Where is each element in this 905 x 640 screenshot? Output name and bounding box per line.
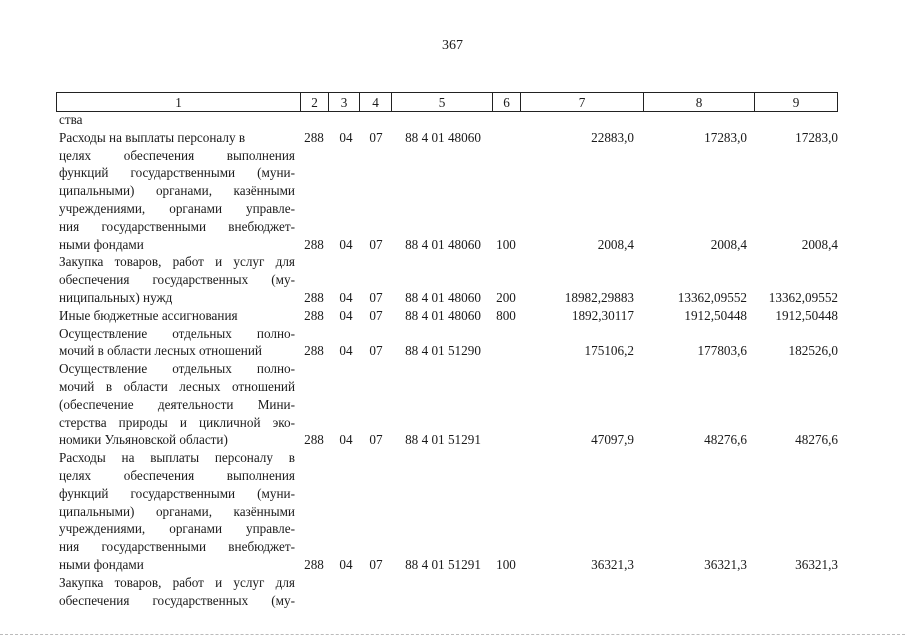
amount-year-2: 2008,4	[710, 236, 747, 252]
row-name-line: ния государственными внебюджет-	[59, 539, 295, 555]
table-row	[0, 449, 905, 574]
amount-year-2: 13362,09552	[677, 289, 747, 305]
subsection-code: 07	[369, 307, 383, 323]
expense-type-code: 200	[496, 289, 516, 305]
amount-year-3: 36321,3	[795, 556, 838, 572]
table-row	[0, 574, 905, 610]
row-name-line: номики Ульяновской области)	[59, 432, 228, 448]
header-col-6: 6	[493, 93, 521, 111]
expense-type-code: 100	[496, 556, 516, 572]
row-name-line: стерства природы и цикличной эко-	[59, 414, 295, 430]
row-name-line: (обеспечение деятельности Мини-	[59, 396, 295, 412]
amount-year-1: 47097,9	[591, 432, 634, 448]
expense-type-code: 800	[496, 307, 516, 323]
row-name-line: Закупка товаров, работ и услуг для	[59, 254, 295, 270]
section-code: 04	[339, 307, 353, 323]
row-name-line: Осуществление отдельных полно-	[59, 361, 295, 377]
header-col-9: 9	[792, 95, 800, 110]
amount-year-3: 182526,0	[788, 343, 838, 359]
header-col-3: 3	[329, 93, 360, 111]
section-code: 04	[339, 432, 353, 448]
header-col-7: 7	[521, 93, 644, 111]
amount-year-1: 36321,3	[591, 556, 634, 572]
expense-type-code: 100	[496, 236, 516, 252]
row-values	[0, 111, 905, 129]
gl-code: 288	[304, 432, 324, 448]
row-name-line: целях обеспечения выполнения	[59, 467, 295, 483]
gl-code: 288	[304, 129, 324, 145]
header-col-2: 2	[301, 93, 329, 111]
section-code: 04	[339, 129, 353, 145]
row-values	[0, 289, 905, 307]
table-row	[0, 360, 905, 449]
row-name-line: Расходы на выплаты персоналу в	[59, 450, 295, 466]
row-name-line: Иные бюджетные ассигнования	[59, 307, 238, 323]
row-values	[0, 236, 905, 254]
row-name-line: учреждениями, органами управле-	[59, 521, 295, 537]
row-name-line: мочий в области лесных отношений	[59, 343, 262, 359]
target-article-code: 88 4 01 48060	[405, 236, 481, 252]
row-name-line: мочий в области лесных отношений	[59, 378, 295, 394]
subsection-code: 07	[369, 129, 383, 145]
subsection-code: 07	[369, 343, 383, 359]
amount-year-3: 17283,0	[795, 129, 838, 145]
row-values	[0, 431, 905, 449]
row-name-line: функций государственными (муни-	[59, 485, 295, 501]
subsection-code: 07	[369, 432, 383, 448]
table-row	[0, 325, 905, 361]
row-values	[0, 129, 905, 147]
row-name-line: ципальными) органами, казёнными	[59, 503, 295, 519]
page-number: 367	[442, 38, 463, 53]
subsection-code: 07	[369, 289, 383, 305]
header-col-5: 5	[392, 93, 493, 111]
amount-year-1: 2008,4	[597, 236, 634, 252]
amount-year-2: 177803,6	[697, 343, 747, 359]
amount-year-2: 17283,0	[704, 129, 747, 145]
row-name-line: ными фондами	[59, 236, 144, 252]
table-row	[0, 147, 905, 254]
gl-code: 288	[304, 307, 324, 323]
row-values	[0, 342, 905, 360]
page-bottom-edge	[0, 634, 905, 635]
section-code: 04	[339, 343, 353, 359]
row-name-line: Расходы на выплаты персоналу в	[59, 129, 246, 145]
table-row	[0, 253, 905, 306]
row-name-line: функций государственными (муни-	[59, 165, 295, 181]
header-col-8: 8	[644, 93, 755, 111]
amount-year-2: 36321,3	[704, 556, 747, 572]
header-col-4: 4	[360, 93, 392, 111]
target-article-code: 88 4 01 48060	[405, 129, 481, 145]
row-name-line: Осуществление отдельных полно-	[59, 325, 295, 341]
amount-year-2: 48276,6	[704, 432, 747, 448]
subsection-code: 07	[369, 556, 383, 572]
section-code: 04	[339, 556, 353, 572]
amount-year-1: 175106,2	[584, 343, 634, 359]
row-name-line: Закупка товаров, работ и услуг для	[59, 574, 295, 590]
gl-code: 288	[304, 236, 324, 252]
amount-year-1: 18982,29883	[564, 289, 634, 305]
section-code: 04	[339, 236, 353, 252]
amount-year-1: 22883,0	[591, 129, 634, 145]
target-article-code: 88 4 01 51291	[405, 432, 481, 448]
table-header	[56, 92, 838, 112]
row-name-line: ными фондами	[59, 556, 144, 572]
gl-code: 288	[304, 556, 324, 572]
row-name-line: ния государственными внебюджет-	[59, 218, 295, 234]
amount-year-3: 1912,50448	[775, 307, 838, 323]
row-name-line: обеспечения государственных (му-	[59, 592, 295, 608]
row-name-line: ципальными) органами, казёнными	[59, 183, 295, 199]
table-row	[0, 307, 905, 325]
target-article-code: 88 4 01 51291	[405, 556, 481, 572]
target-article-code: 88 4 01 48060	[405, 307, 481, 323]
row-name-line: ниципальных) нужд	[59, 289, 173, 305]
section-code: 04	[339, 289, 353, 305]
row-name-line: ства	[59, 112, 83, 127]
amount-year-1: 1892,30117	[571, 307, 634, 323]
row-name-line: учреждениями, органами управле-	[59, 200, 295, 216]
gl-code: 288	[304, 289, 324, 305]
amount-year-3: 48276,6	[795, 432, 838, 448]
row-values	[0, 592, 905, 610]
row-name-line: обеспечения государственных (му-	[59, 272, 295, 288]
subsection-code: 07	[369, 236, 383, 252]
row-name-line: целях обеспечения выполнения	[59, 147, 295, 163]
amount-year-2: 1912,50448	[684, 307, 747, 323]
row-values	[0, 556, 905, 574]
target-article-code: 88 4 01 51290	[405, 343, 481, 359]
gl-code: 288	[304, 343, 324, 359]
amount-year-3: 13362,09552	[768, 289, 838, 305]
amount-year-3: 2008,4	[801, 236, 838, 252]
table-row	[0, 129, 905, 147]
row-values	[0, 307, 905, 325]
target-article-code: 88 4 01 48060	[405, 289, 481, 305]
table-row	[0, 111, 905, 129]
header-col-1: 1	[57, 93, 301, 111]
